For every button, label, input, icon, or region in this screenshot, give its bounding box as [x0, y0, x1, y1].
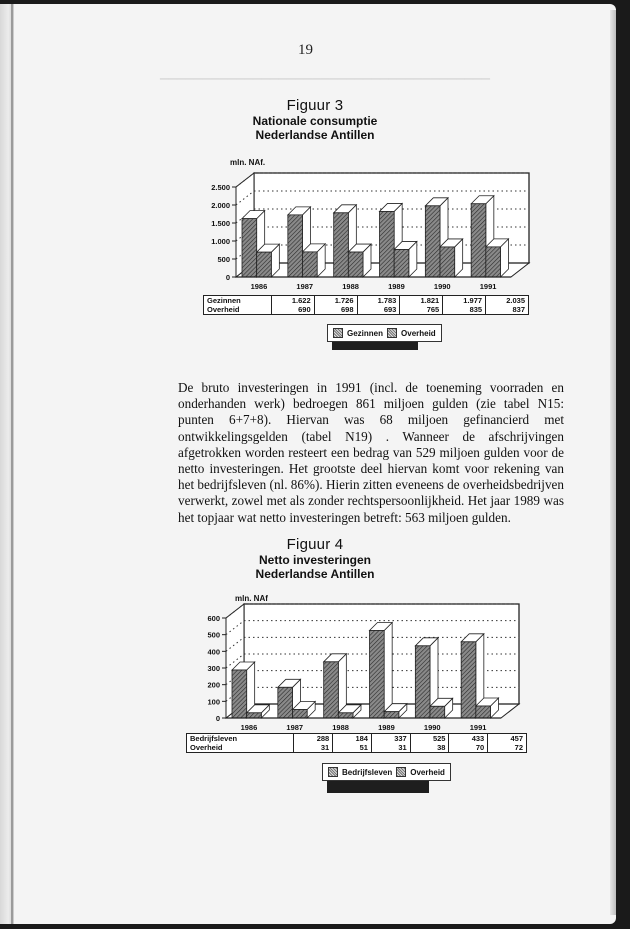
- row-label: Bedrijfsleven: [187, 734, 294, 744]
- show-through-text: ▁▁▁▁▁▁▁▁▁▁▁▁▁▁▁▁▁▁▁▁▁▁▁▁▁▁▁▁▁▁▁▁▁▁▁▁▁▁▁: [160, 68, 490, 80]
- table-cell: 51: [333, 743, 372, 753]
- table-cell: 1.622: [271, 296, 314, 306]
- row-label: Overheid: [204, 305, 272, 315]
- svg-text:1988: 1988: [342, 282, 359, 291]
- figure4-title-line2: Nederlandse Antillen: [255, 567, 375, 581]
- svg-text:2.500: 2.500: [211, 183, 230, 192]
- table-cell: 525: [410, 734, 449, 744]
- row-label: Gezinnen: [204, 296, 272, 306]
- figure4-data-table: [186, 733, 527, 753]
- table-cell: 288: [294, 734, 333, 744]
- svg-text:1.500: 1.500: [211, 219, 230, 228]
- svg-text:200: 200: [207, 680, 220, 690]
- svg-text:0: 0: [225, 273, 230, 282]
- figure3-title-line1: Nationale consumptie: [252, 114, 378, 128]
- overheid-swatch: [387, 328, 397, 338]
- svg-text:500: 500: [207, 630, 220, 640]
- body-paragraph: De bruto investeringen in 1991 (incl. de toeneming voorraden en onderhanden werk) bedroegen 861 miljoen gulden (zie tabel N15: punten 6+7+8). Hiervan was 68 miljoen gefinancierd met ontwikkelingsgelden (tabel N19) . Wanneer de afschrijvingen afgetrokken worden resteert een bedrag van 529 miljoen gulden voor de netto investeringen. Het grootste deel hiervan komt voor rekening van het bedrijfsleven (nl. 86%). Hierin zitten eveneens de overheidsbedrijven verwerkt, zowel met als zonder rechtspersoonlijkheid. Het jaar 1989 was het topjaar wat netto investeringen betreft: 563 miljoen gulden.: [178, 380, 564, 525]
- table-cell: 1.726: [314, 296, 357, 306]
- svg-text:1989: 1989: [388, 282, 405, 291]
- svg-text:500: 500: [217, 255, 230, 264]
- figure4-heading: [0, 536, 630, 581]
- gezinnen-swatch: [333, 328, 343, 338]
- table-cell: 457: [488, 734, 527, 744]
- figure4-label: Figuur 4: [286, 536, 344, 553]
- table-row: [204, 305, 529, 315]
- table-row: [204, 296, 529, 306]
- svg-text:1988: 1988: [332, 723, 349, 732]
- svg-text:0: 0: [215, 714, 220, 723]
- table-cell: 837: [486, 305, 529, 315]
- svg-text:1989: 1989: [378, 723, 395, 732]
- svg-text:1990: 1990: [423, 723, 441, 732]
- figure3-label: Figuur 3: [286, 97, 344, 114]
- svg-text:1986: 1986: [240, 723, 258, 732]
- table-cell: 70: [449, 743, 488, 753]
- bedrijfsleven-swatch: [328, 767, 338, 777]
- figure3-title-line2: Nederlandse Antillen: [255, 128, 375, 142]
- page-number: 19: [298, 42, 313, 58]
- figure4-chart: [180, 600, 540, 732]
- table-cell: 2.035: [486, 296, 529, 306]
- svg-text:1990: 1990: [433, 282, 451, 291]
- figure3-legend-item: Gezinnen: [347, 328, 384, 338]
- figure3-chart: [196, 165, 536, 290]
- svg-text:1986: 1986: [250, 282, 268, 291]
- svg-text:2.000: 2.000: [211, 201, 230, 210]
- svg-text:1991: 1991: [479, 282, 497, 291]
- table-cell: 698: [314, 305, 357, 315]
- table-cell: 1.977: [443, 296, 486, 306]
- figure3-data-table: [203, 295, 529, 315]
- binding-line: [11, 4, 13, 924]
- table-cell: 1.783: [357, 296, 400, 306]
- table-cell: 31: [371, 743, 410, 753]
- svg-text:300: 300: [207, 664, 220, 673]
- figure4-legend-item: Bedrijfsleven: [342, 767, 393, 777]
- table-row: [187, 743, 527, 753]
- table-cell: 835: [443, 305, 486, 315]
- table-cell: 693: [357, 305, 400, 315]
- svg-text:1.000: 1.000: [211, 237, 230, 246]
- svg-text:1987: 1987: [286, 723, 304, 732]
- overheid-swatch: [396, 767, 406, 777]
- table-row: [187, 734, 527, 744]
- table-cell: 184: [333, 734, 372, 744]
- svg-text:1987: 1987: [296, 282, 314, 291]
- figure4-title-line1: Netto investeringen: [258, 553, 372, 567]
- table-cell: 38: [410, 743, 449, 753]
- svg-text:1991: 1991: [469, 723, 487, 732]
- figure3-legend-item: Overheid: [401, 328, 436, 338]
- table-cell: 31: [294, 743, 333, 753]
- page-edge: [610, 10, 616, 915]
- svg-text:400: 400: [207, 647, 220, 657]
- figure3-unit: mln. NAf.: [230, 158, 266, 167]
- figure4-legend-item: Overheid: [410, 767, 445, 777]
- table-cell: 690: [271, 305, 314, 315]
- table-cell: 765: [400, 305, 443, 315]
- figure4-legend: [322, 763, 451, 781]
- table-cell: 337: [371, 734, 410, 744]
- table-cell: 1.821: [400, 296, 443, 306]
- figure3-heading: [0, 97, 630, 142]
- svg-text:100: 100: [207, 697, 220, 707]
- figure4-unit: mln. NAf: [235, 594, 268, 603]
- row-label: Overheid: [187, 743, 294, 753]
- figure3-legend: [327, 324, 442, 342]
- table-cell: 433: [449, 734, 488, 744]
- svg-text:600: 600: [207, 614, 220, 623]
- table-cell: 72: [488, 743, 527, 753]
